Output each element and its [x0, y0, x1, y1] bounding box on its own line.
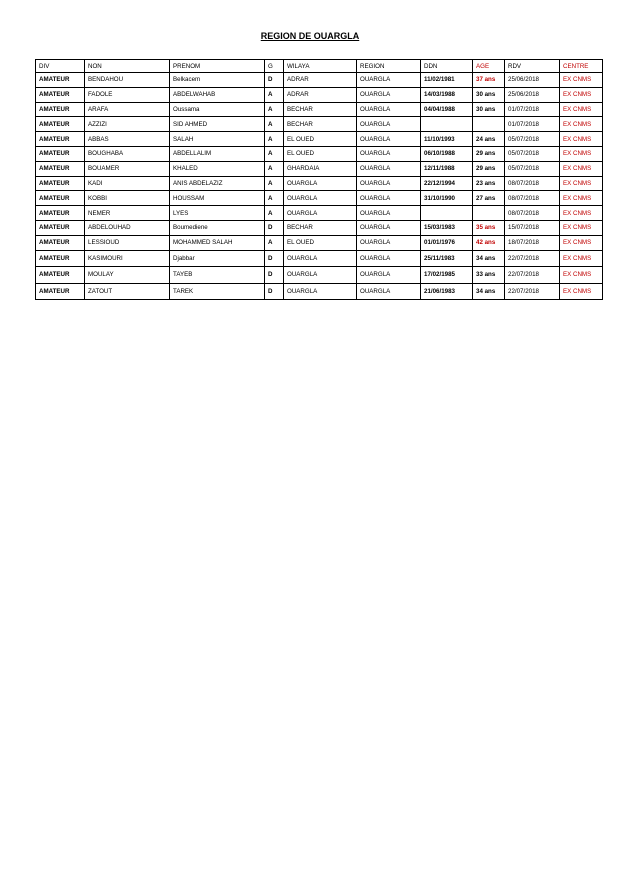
cell-wilaya: EL OUED	[284, 146, 357, 161]
cell-g: D	[265, 267, 284, 284]
cell-div: AMATEUR	[36, 283, 85, 300]
cell-age: 29 ans	[473, 146, 505, 161]
cell-ddn: 15/03/1983	[421, 220, 473, 235]
cell-age: 27 ans	[473, 191, 505, 206]
cell-ddn: 04/04/1988	[421, 102, 473, 117]
header-prenom: PRENOM	[170, 60, 265, 73]
cell-rdv: 08/07/2018	[505, 176, 560, 191]
table-row	[36, 235, 603, 250]
cell-rdv: 05/07/2018	[505, 132, 560, 147]
cell-region: OUARGLA	[357, 87, 421, 102]
cell-wilaya: BECHAR	[284, 102, 357, 117]
cell-div: AMATEUR	[36, 87, 85, 102]
cell-age: 35 ans	[473, 220, 505, 235]
cell-region: OUARGLA	[357, 146, 421, 161]
cell-prenom: ABDELWAHAB	[170, 87, 265, 102]
cell-centre: EX CNMS	[560, 283, 603, 300]
cell-div: AMATEUR	[36, 191, 85, 206]
cell-centre: EX CNMS	[560, 161, 603, 176]
page-title: REGION DE OUARGLA	[260, 31, 360, 41]
header-rdv: RDV	[505, 60, 560, 73]
cell-wilaya: EL OUED	[284, 132, 357, 147]
header-age: AGE	[473, 60, 505, 73]
cell-div: AMATEUR	[36, 132, 85, 147]
cell-nom: ABDELOUHAD	[85, 220, 170, 235]
cell-g: D	[265, 220, 284, 235]
cell-centre: EX CNMS	[560, 235, 603, 250]
cell-nom: ZATOUT	[85, 283, 170, 300]
cell-rdv: 01/07/2018	[505, 102, 560, 117]
cell-age: 37 ans	[473, 73, 505, 88]
cell-region: OUARGLA	[357, 73, 421, 88]
cell-g: A	[265, 235, 284, 250]
cell-region: OUARGLA	[357, 283, 421, 300]
cell-ddn	[421, 117, 473, 132]
cell-div: AMATEUR	[36, 102, 85, 117]
cell-age: 30 ans	[473, 102, 505, 117]
cell-prenom: HOUSSAM	[170, 191, 265, 206]
cell-age: 33 ans	[473, 267, 505, 284]
cell-ddn: 11/10/1993	[421, 132, 473, 147]
cell-g: D	[265, 73, 284, 88]
cell-rdv: 25/06/2018	[505, 87, 560, 102]
cell-region: OUARGLA	[357, 250, 421, 267]
cell-nom: KADI	[85, 176, 170, 191]
cell-region: OUARGLA	[357, 132, 421, 147]
cell-g: A	[265, 191, 284, 206]
cell-ddn: 31/10/1990	[421, 191, 473, 206]
cell-div: AMATEUR	[36, 161, 85, 176]
cell-age: 23 ans	[473, 176, 505, 191]
cell-nom: KASIMOURI	[85, 250, 170, 267]
cell-nom: FADOLE	[85, 87, 170, 102]
table-row	[36, 102, 603, 117]
cell-rdv: 05/07/2018	[505, 146, 560, 161]
cell-region: OUARGLA	[357, 220, 421, 235]
cell-ddn: 11/02/1981	[421, 73, 473, 88]
header-div: DIV	[36, 60, 85, 73]
table-row	[36, 176, 603, 191]
roster-table	[35, 59, 603, 300]
cell-wilaya: BECHAR	[284, 117, 357, 132]
cell-prenom: ABDELLALIM	[170, 146, 265, 161]
cell-wilaya: ADRAR	[284, 73, 357, 88]
cell-ddn: 21/06/1983	[421, 283, 473, 300]
cell-region: OUARGLA	[357, 176, 421, 191]
cell-centre: EX CNMS	[560, 220, 603, 235]
cell-rdv: 25/06/2018	[505, 73, 560, 88]
cell-wilaya: OUARGLA	[284, 206, 357, 221]
table-row	[36, 250, 603, 267]
cell-age: 42 ans	[473, 235, 505, 250]
cell-centre: EX CNMS	[560, 87, 603, 102]
header-nom: NON	[85, 60, 170, 73]
cell-nom: ARAFA	[85, 102, 170, 117]
cell-wilaya: ADRAR	[284, 87, 357, 102]
table-row	[36, 267, 603, 284]
cell-ddn: 01/01/1976	[421, 235, 473, 250]
cell-prenom: Oussama	[170, 102, 265, 117]
cell-wilaya: OUARGLA	[284, 191, 357, 206]
cell-ddn: 14/03/1988	[421, 87, 473, 102]
cell-ddn: 06/10/1988	[421, 146, 473, 161]
cell-nom: ABBAS	[85, 132, 170, 147]
cell-rdv: 08/07/2018	[505, 191, 560, 206]
cell-region: OUARGLA	[357, 161, 421, 176]
cell-ddn: 17/02/1985	[421, 267, 473, 284]
cell-g: D	[265, 250, 284, 267]
cell-rdv: 15/07/2018	[505, 220, 560, 235]
cell-rdv: 01/07/2018	[505, 117, 560, 132]
table-row	[36, 206, 603, 221]
cell-prenom: KHALED	[170, 161, 265, 176]
cell-prenom: Djabbar	[170, 250, 265, 267]
cell-nom: NEMER	[85, 206, 170, 221]
roster-body	[36, 73, 603, 300]
cell-g: A	[265, 102, 284, 117]
cell-g: A	[265, 206, 284, 221]
cell-rdv: 22/07/2018	[505, 250, 560, 267]
cell-prenom: TAREK	[170, 283, 265, 300]
cell-centre: EX CNMS	[560, 250, 603, 267]
table-row	[36, 283, 603, 300]
cell-wilaya: OUARGLA	[284, 267, 357, 284]
cell-g: A	[265, 146, 284, 161]
cell-div: AMATEUR	[36, 146, 85, 161]
table-row	[36, 161, 603, 176]
cell-centre: EX CNMS	[560, 191, 603, 206]
cell-centre: EX CNMS	[560, 117, 603, 132]
cell-nom: MOULAY	[85, 267, 170, 284]
cell-wilaya: GHARDAIA	[284, 161, 357, 176]
cell-rdv: 18/07/2018	[505, 235, 560, 250]
cell-prenom: SID AHMED	[170, 117, 265, 132]
cell-nom: KOBBI	[85, 191, 170, 206]
cell-prenom: ANIS ABDELAZIZ	[170, 176, 265, 191]
table-row	[36, 220, 603, 235]
cell-rdv: 22/07/2018	[505, 283, 560, 300]
cell-nom: BENDAHOU	[85, 73, 170, 88]
header-region: REGION	[357, 60, 421, 73]
cell-centre: EX CNMS	[560, 146, 603, 161]
cell-div: AMATEUR	[36, 267, 85, 284]
cell-nom: AZZIZI	[85, 117, 170, 132]
cell-age: 29 ans	[473, 161, 505, 176]
cell-ddn: 22/12/1994	[421, 176, 473, 191]
cell-g: D	[265, 283, 284, 300]
cell-ddn: 25/11/1983	[421, 250, 473, 267]
cell-region: OUARGLA	[357, 117, 421, 132]
cell-div: AMATEUR	[36, 250, 85, 267]
cell-nom: BOUAMER	[85, 161, 170, 176]
header-ddn: DDN	[421, 60, 473, 73]
cell-g: A	[265, 161, 284, 176]
table-row	[36, 132, 603, 147]
cell-centre: EX CNMS	[560, 73, 603, 88]
cell-g: A	[265, 132, 284, 147]
cell-div: AMATEUR	[36, 176, 85, 191]
cell-rdv: 22/07/2018	[505, 267, 560, 284]
cell-g: A	[265, 87, 284, 102]
cell-age	[473, 117, 505, 132]
cell-g: A	[265, 176, 284, 191]
cell-prenom: TAYEB	[170, 267, 265, 284]
header-wilaya: WILAYA	[284, 60, 357, 73]
cell-prenom: SALAH	[170, 132, 265, 147]
cell-nom: LESSIOUD	[85, 235, 170, 250]
table-row	[36, 87, 603, 102]
table-row	[36, 117, 603, 132]
table-row	[36, 146, 603, 161]
cell-prenom: Belkacem	[170, 73, 265, 88]
cell-prenom: LYES	[170, 206, 265, 221]
cell-div: AMATEUR	[36, 220, 85, 235]
cell-wilaya: EL OUED	[284, 235, 357, 250]
cell-centre: EX CNMS	[560, 206, 603, 221]
cell-div: AMATEUR	[36, 206, 85, 221]
cell-region: OUARGLA	[357, 206, 421, 221]
table-row	[36, 191, 603, 206]
cell-centre: EX CNMS	[560, 267, 603, 284]
cell-region: OUARGLA	[357, 102, 421, 117]
cell-centre: EX CNMS	[560, 176, 603, 191]
cell-wilaya: BECHAR	[284, 220, 357, 235]
cell-wilaya: OUARGLA	[284, 250, 357, 267]
cell-centre: EX CNMS	[560, 102, 603, 117]
cell-div: AMATEUR	[36, 235, 85, 250]
cell-rdv: 08/07/2018	[505, 206, 560, 221]
table-row	[36, 73, 603, 88]
cell-ddn	[421, 206, 473, 221]
cell-age: 34 ans	[473, 250, 505, 267]
cell-ddn: 12/11/1988	[421, 161, 473, 176]
cell-age: 24 ans	[473, 132, 505, 147]
cell-centre: EX CNMS	[560, 132, 603, 147]
cell-nom: BOUGHABA	[85, 146, 170, 161]
cell-rdv: 05/07/2018	[505, 161, 560, 176]
header-g: G	[265, 60, 284, 73]
header-row	[36, 60, 603, 73]
cell-div: AMATEUR	[36, 73, 85, 88]
cell-region: OUARGLA	[357, 267, 421, 284]
cell-wilaya: OUARGLA	[284, 283, 357, 300]
cell-age: 30 ans	[473, 87, 505, 102]
cell-wilaya: OUARGLA	[284, 176, 357, 191]
cell-prenom: MOHAMMED SALAH	[170, 235, 265, 250]
header-centre: CENTRE	[560, 60, 603, 73]
cell-age: 34 ans	[473, 283, 505, 300]
cell-prenom: Boumediene	[170, 220, 265, 235]
cell-g: A	[265, 117, 284, 132]
cell-div: AMATEUR	[36, 117, 85, 132]
cell-region: OUARGLA	[357, 191, 421, 206]
cell-age	[473, 206, 505, 221]
cell-region: OUARGLA	[357, 235, 421, 250]
